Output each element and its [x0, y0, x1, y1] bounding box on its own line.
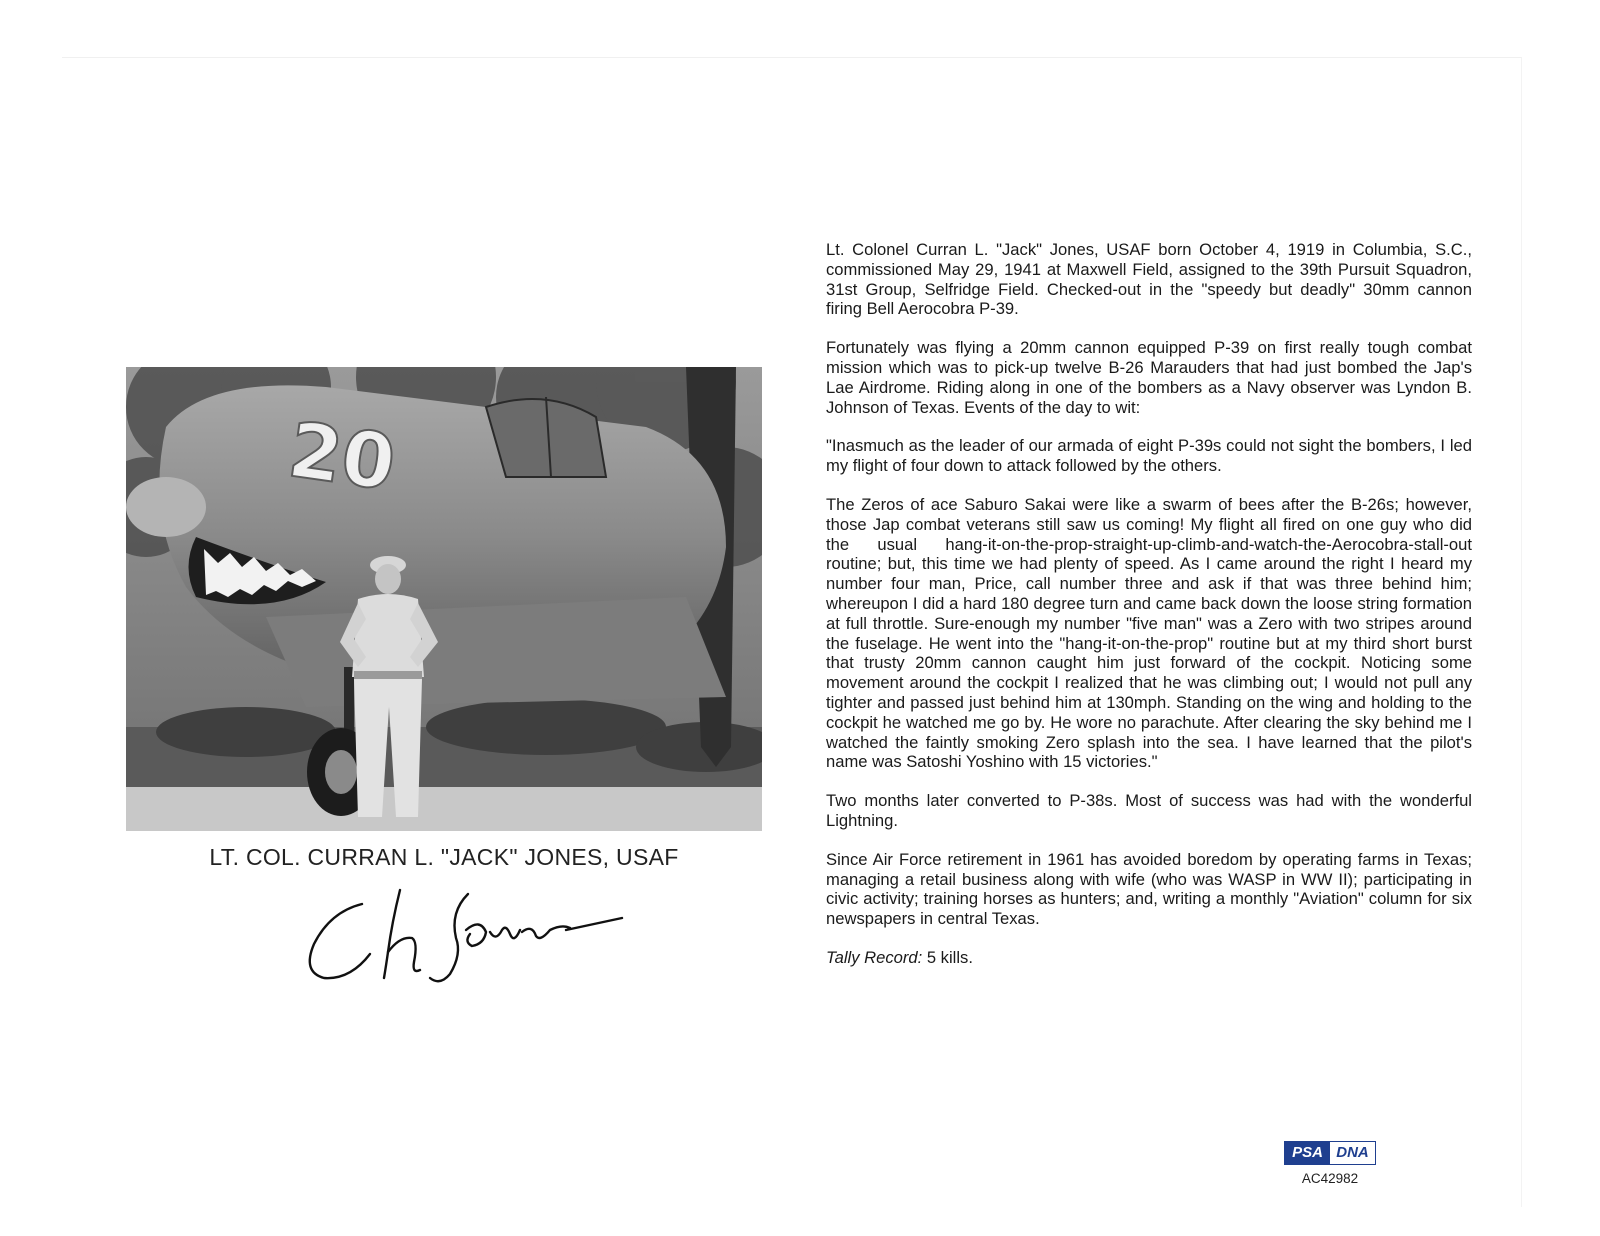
bio-paragraph: "Inasmuch as the leader of our armada of eight P-39s could not sight the bombers, I led my flight of four down to attack followed by the others.	[826, 436, 1472, 476]
logo-left-text: PSA	[1285, 1142, 1330, 1164]
psa-dna-logo	[1284, 1141, 1376, 1165]
tally-record	[826, 948, 1472, 968]
bio-paragraph: Fortunately was flying a 20mm cannon equipped P-39 on first really tough combat mission which was to pick-up twelve B-26 Marauders that had just bombed the Jap's Lae Airdrome. Riding along in one of the bombers as a Navy observer was Lyndon B. Johnson of Texas. Events of the day to wit:	[826, 338, 1472, 417]
tally-label: Tally Record:	[826, 947, 923, 967]
aircraft-number: 20	[283, 404, 401, 508]
bio-paragraph: Two months later converted to P-38s. Most of success was had with the wonderful Lightning.	[826, 791, 1472, 830]
aircraft-photo	[126, 367, 762, 831]
photo-caption: LT. COL. CURRAN L. "JACK" JONES, USAF	[209, 844, 679, 870]
aircraft-photo-drawing	[126, 367, 762, 831]
bio-paragraph: Since Air Force retirement in 1961 has avoided boredom by operating farms in Texas; managing a retail business along with wife (who was WASP in WW II); participating in civic activity; training horses as hunters; and, writing a monthly "Aviation" column for six newspapers in central Texas.	[826, 849, 1472, 929]
logo-right-text: DNA	[1330, 1142, 1375, 1164]
bio-paragraph: Lt. Colonel Curran L. "Jack" Jones, USAF born October 4, 1919 in Columbia, S.C., commissioned May 29, 1941 at Maxwell Field, assigned to the 39th Pursuit Squadron, 31st Group, Selfridge Field. Checked-out in the "speedy but deadly" 30mm cannon firing Bell Aerocobra P-39.	[826, 240, 1472, 319]
bio-paragraph: The Zeros of ace Saburo Sakai were like a swarm of bees after the B-26s; however, those Jap combat veterans still saw us coming! My flight all fired on one guy who did the usual hang-it-on-the-prop-straight-up-climb-and-watch-the-Aerocobra-stall-out routine; but, this time we had plenty of speed. As I came around the right I heard my number four man, Price, call number three and ask if that was three behind him; whereupon I did a hard 180 degree turn and came back down the loose string formation at full throttle. Sure-enough my number "five man" was a Zero with two stripes around the fuselage. He went into the "hang-it-on-the-prop" routine but at my third short burst that trusty 20mm cannon caught him just forward of the cockpit. Noticing some movement around the cockpit I realized that he was climbing out; I would not pull any tighter and passed just behind him at 130mph. Standing on the wing and holding to the cockpit he watched me go by. He wore no parachute. After clearing the sky behind me I watched the faintly smoking Zero splash into the sea. I have learned that the pilot's name was Satoshi Yoshino with 15 victories."	[826, 494, 1472, 772]
tally-value: 5 kills.	[922, 947, 973, 967]
biography-text	[826, 240, 1472, 987]
autograph-signature	[300, 882, 640, 992]
signature-drawing	[300, 882, 640, 992]
certificate-number: AC42982	[1301, 1171, 1359, 1186]
